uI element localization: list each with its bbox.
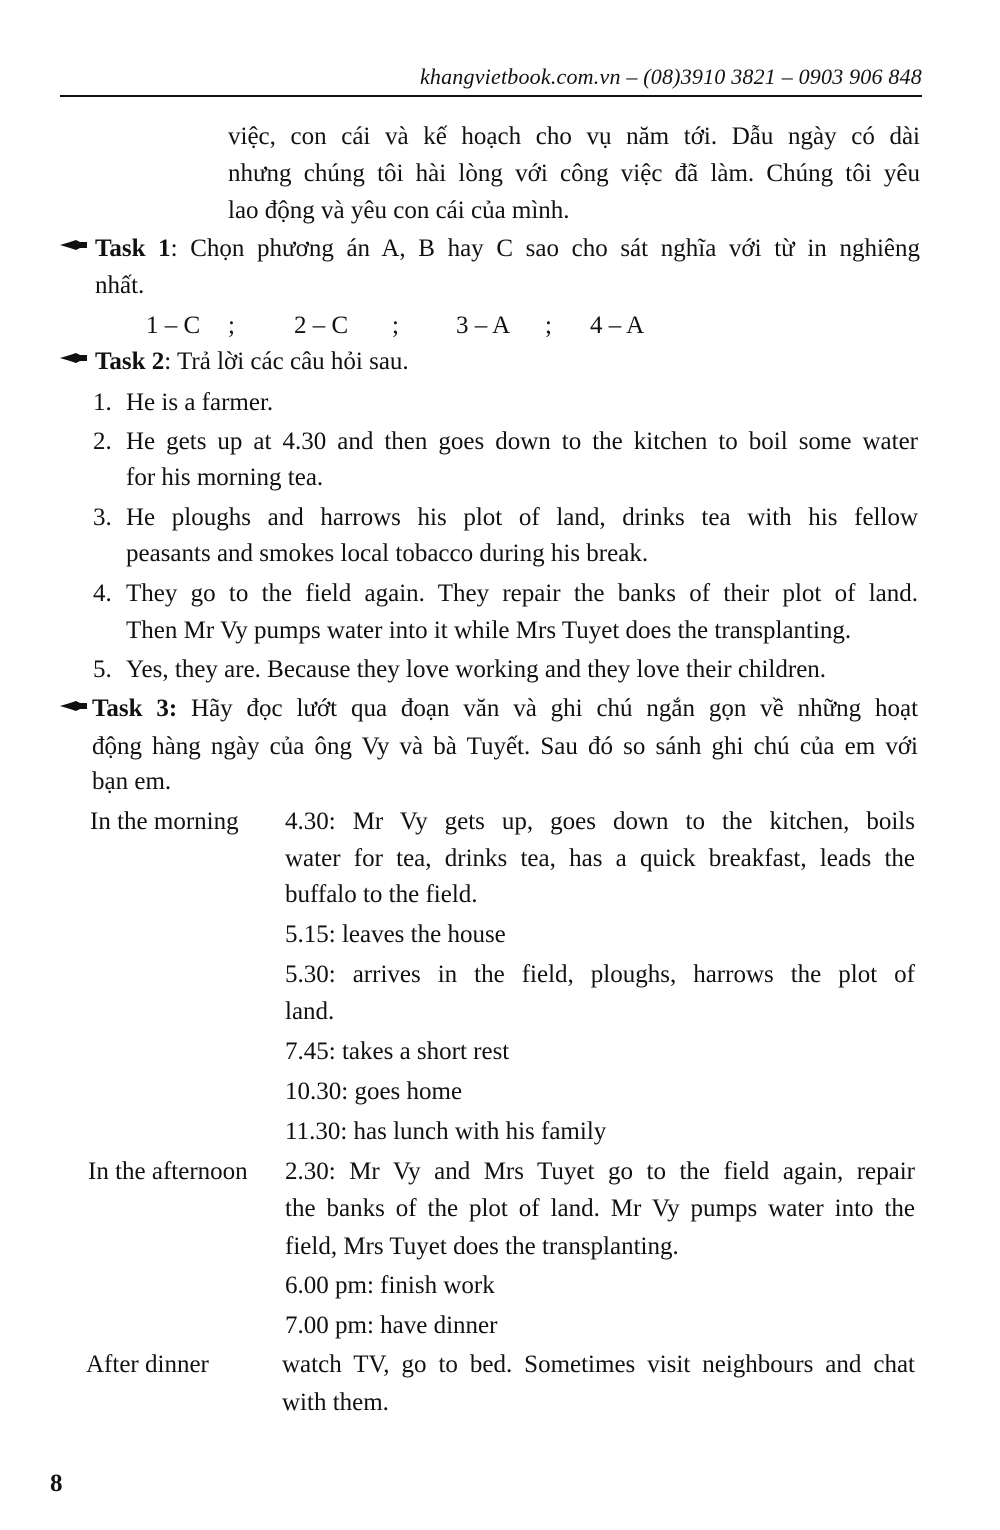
- note-line: land.: [285, 998, 335, 1025]
- header-rule: [60, 95, 922, 97]
- item-number: 5.: [93, 656, 112, 683]
- note-line: 5.15: leaves the house: [285, 921, 506, 948]
- task1-answer: 2 – C: [294, 312, 349, 339]
- note-line: water for tea, drinks tea, has a quick breakfast, leads the: [285, 845, 915, 872]
- note-line: 11.30: has lunch with his family: [285, 1118, 607, 1145]
- task2-label: Task 2: [95, 348, 165, 375]
- section-label: In the morning: [90, 808, 239, 835]
- answer-line: Then Mr Vy pumps water into it while Mrs Tuyet does the transplanting.: [126, 617, 852, 644]
- task1-instruction: : Chọn phương án A, B hay C sao cho sát nghĩa với từ in nghiêng: [170, 235, 920, 262]
- task1-label: Task 1: [95, 235, 171, 262]
- pointing-hand-icon: [60, 352, 87, 364]
- item-number: 2.: [93, 428, 112, 455]
- answer-line: Yes, they are. Because they love working and they love their children.: [126, 656, 827, 683]
- task1-answer: 3 – A: [456, 312, 511, 339]
- answer-line: They go to the field again. They repair the banks of their plot of land.: [126, 580, 918, 607]
- answer-line: for his morning tea.: [126, 464, 324, 491]
- answer-line: peasants and smokes local tobacco during his break.: [126, 540, 649, 567]
- answer-line: He ploughs and harrows his plot of land, drinks tea with his fellow: [126, 504, 918, 531]
- note-line: 10.30: goes home: [285, 1078, 463, 1105]
- answer-line: He is a farmer.: [126, 389, 274, 416]
- item-number: 3.: [93, 504, 112, 531]
- section-label: In the afternoon: [88, 1158, 248, 1185]
- note-line: 6.00 pm: finish work: [285, 1272, 495, 1299]
- task2-instruction: : Trả lời các câu hỏi sau.: [164, 348, 409, 375]
- task3-instruction-cont: bạn em.: [92, 768, 172, 795]
- section-label: After dinner: [86, 1351, 209, 1378]
- intro-line: việc, con cái và kế hoạch cho vụ năm tới. Dẫu ngày có dài: [228, 123, 920, 150]
- answer-separator: ;: [392, 312, 399, 339]
- note-line: with them.: [282, 1389, 389, 1416]
- task3-heading: [92, 690, 918, 727]
- page-number: 8: [50, 1470, 63, 1497]
- item-number: 1.: [93, 389, 112, 416]
- note-line: 7.00 pm: have dinner: [285, 1312, 498, 1339]
- intro-line: lao động và yêu con cái của mình.: [228, 197, 570, 224]
- answer-separator: ;: [228, 312, 235, 339]
- page-header: khangvietbook.com.vn – (08)3910 3821 – 0903 906 848: [419, 64, 922, 89]
- task3-label: Task 3:: [92, 695, 178, 722]
- task1-answer: 4 – A: [590, 312, 645, 339]
- note-line: the banks of the plot of land. Mr Vy pumps water into the: [285, 1195, 915, 1222]
- item-number: 4.: [93, 580, 112, 607]
- task1-heading: [95, 230, 920, 267]
- task1-answer: 1 – C: [146, 312, 201, 339]
- pointing-hand-icon: [60, 239, 87, 251]
- task3-instruction-cont: động hàng ngày của ông Vy và bà Tuyết. Sau đó so sánh ghi chú của em với: [92, 733, 918, 760]
- note-line: 5.30: arrives in the field, ploughs, harrows the plot of: [285, 961, 915, 988]
- answer-line: He gets up at 4.30 and then goes down to the kitchen to boil some water: [126, 428, 918, 455]
- note-line: 4.30: Mr Vy gets up, goes down to the kitchen, boils: [285, 808, 915, 835]
- note-line: buffalo to the field.: [285, 881, 478, 908]
- note-line: watch TV, go to bed. Sometimes visit neighbours and chat: [282, 1351, 915, 1378]
- task2-heading: [95, 343, 409, 380]
- pointing-hand-icon: [60, 700, 87, 712]
- intro-line: nhưng chúng tôi hài lòng với công việc đã làm. Chúng tôi yêu: [228, 160, 920, 187]
- task1-instruction-cont: nhất.: [95, 272, 145, 299]
- note-line: 2.30: Mr Vy and Mrs Tuyet go to the field again, repair: [285, 1158, 915, 1185]
- note-line: field, Mrs Tuyet does the transplanting.: [285, 1233, 679, 1260]
- task3-instruction: Hãy đọc lướt qua đoạn văn và ghi chú ngắn gọn về những hoạt: [191, 695, 919, 722]
- note-line: 7.45: takes a short rest: [285, 1038, 510, 1065]
- answer-separator: ;: [545, 312, 552, 339]
